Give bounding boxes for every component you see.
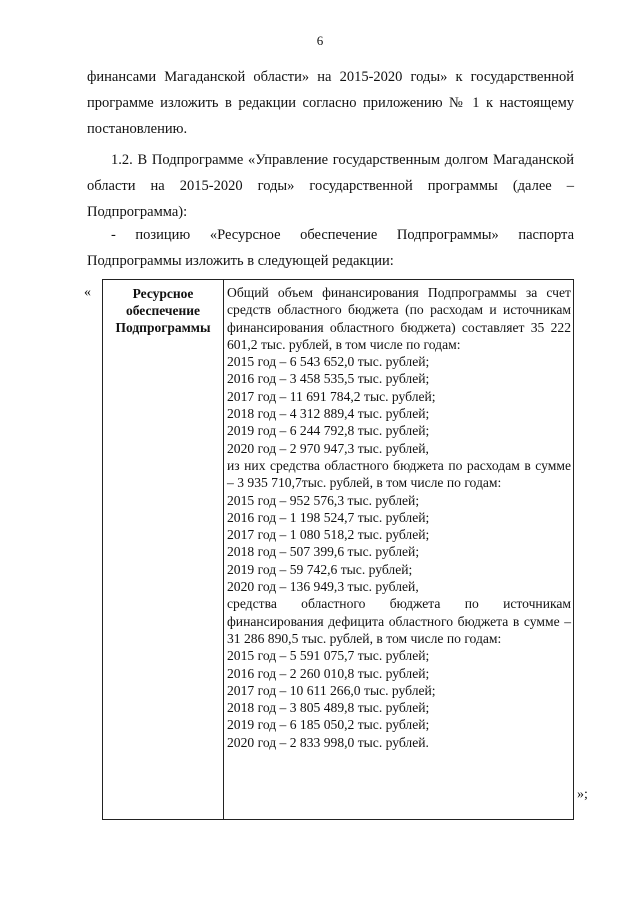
expenses-year-line: 2015 год – 952 576,3 тыс. рублей;	[227, 492, 420, 508]
sources-year-line: 2020 год – 2 833 998,0 тыс. рублей.	[227, 734, 429, 750]
sources-year-line: 2018 год – 3 805 489,8 тыс. рублей;	[227, 700, 430, 716]
expenses-text: из них средства областного бюджета по расходам в сумме – 3 935 710,7тыс. рублей, в том числе по годам:	[227, 457, 571, 491]
resource-label-line: обеспечение	[125, 303, 201, 319]
expenses-year-line: 2017 год – 1 080 518,2 тыс. рублей;	[227, 527, 430, 543]
resource-table	[102, 279, 574, 820]
page-number: 6	[316, 33, 324, 48]
expenses-year-line: 2016 год – 1 198 524,7 тыс. рублей;	[227, 509, 430, 525]
resource-label-line: Ресурсное	[132, 286, 194, 301]
paragraph-subprogram: 1.2. В Подпрограмме «Управление государственным долгом Магаданской области на 2015-2020 годы» государственной программы (далее – Подпрограмма):	[87, 152, 574, 221]
sources-text: средства областного бюджета по источникам финансирования дефицита областного бюджета в сумме – 31 286 890,5 тыс. рублей, в том числе по годам:	[227, 596, 571, 646]
total-year-line: 2017 год – 11 691 784,2 тыс. рублей;	[227, 388, 436, 404]
total-financing-text: Общий объем финансирования Подпрограммы за счет средств областного бюджета (по расходам и источникам финансирования областного бюджета) составляет 35 222 601,2 тыс. рублей, в том числе по годам:	[227, 285, 571, 352]
paragraph-position: - позицию «Ресурсное обеспечение Подпрограммы» паспорта Подпрограммы изложить в следующей редакции:	[87, 227, 574, 270]
resource-label-line: Подпрограммы	[115, 320, 211, 336]
total-year-line: 2016 год – 3 458 535,5 тыс. рублей;	[227, 371, 430, 387]
expenses-year-line: 2019 год – 59 742,6 тыс. рублей;	[227, 561, 413, 577]
expenses-year-line: 2018 год – 507 399,6 тыс. рублей;	[227, 544, 420, 560]
resource-value-cell	[227, 284, 571, 751]
sources-year-line: 2016 год – 2 260 010,8 тыс. рублей;	[227, 665, 430, 681]
resource-label-cell	[103, 280, 224, 819]
closing-quote: »;	[577, 787, 588, 802]
expenses-year-line: 2020 год – 136 949,3 тыс. рублей,	[227, 579, 419, 595]
sources-year-line: 2015 год – 5 591 075,7 тыс. рублей;	[227, 648, 430, 664]
sources-year-line: 2017 год – 10 611 266,0 тыс. рублей;	[227, 682, 436, 698]
total-year-line: 2018 год – 4 312 889,4 тыс. рублей;	[227, 406, 430, 422]
sources-year-line: 2019 год – 6 185 050,2 тыс. рублей;	[227, 717, 430, 733]
total-year-line: 2020 год – 2 970 947,3 тыс. рублей,	[227, 440, 429, 456]
paragraph-intro: финансами Магаданской области» на 2015-2020 годы» к государственной программе изложить в редакции согласно приложению № 1 к настоящему постановлению.	[87, 69, 574, 138]
total-year-line: 2015 год – 6 543 652,0 тыс. рублей;	[227, 354, 430, 370]
total-year-line: 2019 год – 6 244 792,8 тыс. рублей;	[227, 423, 430, 439]
opening-quote: «	[84, 285, 91, 300]
